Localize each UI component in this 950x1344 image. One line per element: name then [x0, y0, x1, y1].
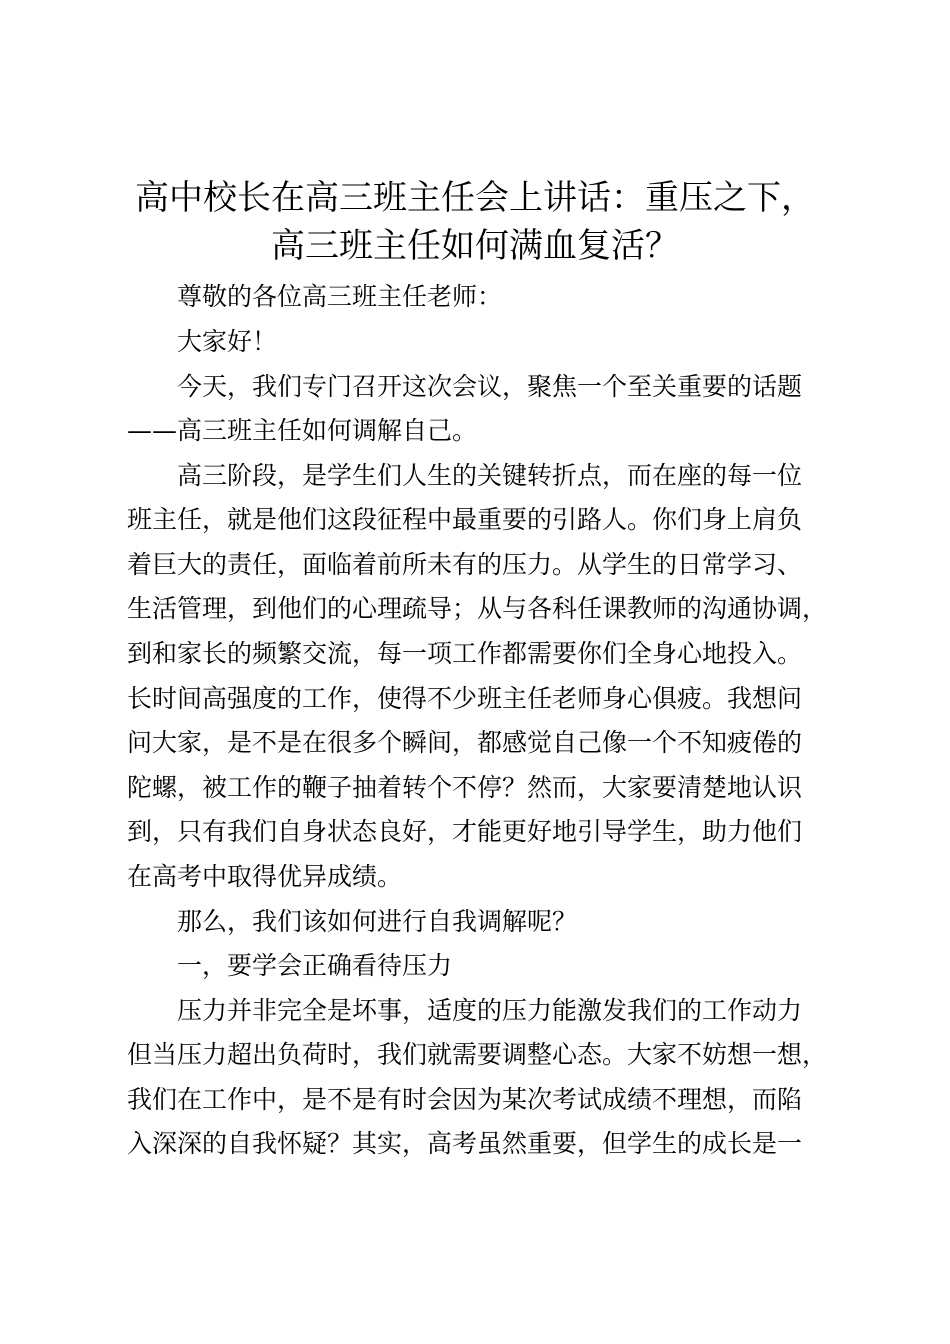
body-text-line: 长时间高强度的工作，使得不少班主任老师身心俱疲。我想问 [127, 684, 803, 713]
body-text-line: 那么，我们该如何进行自我调解呢？ [177, 907, 578, 936]
document-title-line-2: 高三班主任如何满血复活？ [271, 226, 679, 266]
body-text-line: 高三阶段，是学生们人生的关键转折点，而在座的每一位 [177, 461, 803, 490]
body-text-line: 班主任，就是他们这段征程中最重要的引路人。你们身上肩负 [127, 505, 803, 534]
body-text-line: 在高考中取得优异成绩。 [127, 862, 403, 891]
document-title-line-1: 高中校长在高三班主任会上讲话：重压之下， [135, 178, 815, 218]
body-text-line: 但当压力超出负荷时，我们就需要调整心态。大家不妨想一想， [127, 1040, 828, 1069]
body-text-line: 入深深的自我怀疑？其实，高考虽然重要，但学生的成长是一 [127, 1129, 803, 1158]
body-text-line: 着巨大的责任，面临着前所未有的压力。从学生的日常学习、 [127, 550, 803, 579]
section-heading: 一，要学会正确看待压力 [177, 951, 453, 980]
body-text-line: 我们在工作中，是不是有时会因为某次考试成绩不理想，而陷 [127, 1085, 803, 1114]
body-text-line: 问大家，是不是在很多个瞬间，都感觉自己像一个不知疲倦的 [127, 728, 803, 757]
body-text-line: 到，只有我们自身状态良好，才能更好地引导学生，助力他们 [127, 817, 803, 846]
body-text-line: 到和家长的频繁交流，每一项工作都需要你们全身心地投入。 [127, 639, 803, 668]
body-text-line: 压力并非完全是坏事，适度的压力能激发我们的工作动力 [177, 996, 803, 1025]
body-text-line: ——高三班主任如何调解自己。 [127, 416, 478, 445]
body-text-line: 生活管理，到他们的心理疏导；从与各科任课教师的沟通协调， [127, 594, 828, 623]
salutation: 尊敬的各位高三班主任老师： [177, 282, 503, 311]
body-text-line: 陀螺，被工作的鞭子抽着转个不停？然而，大家要清楚地认识 [127, 773, 803, 802]
greeting: 大家好！ [177, 327, 278, 356]
body-text-line: 今天，我们专门召开这次会议，聚焦一个至关重要的话题 [177, 372, 803, 401]
